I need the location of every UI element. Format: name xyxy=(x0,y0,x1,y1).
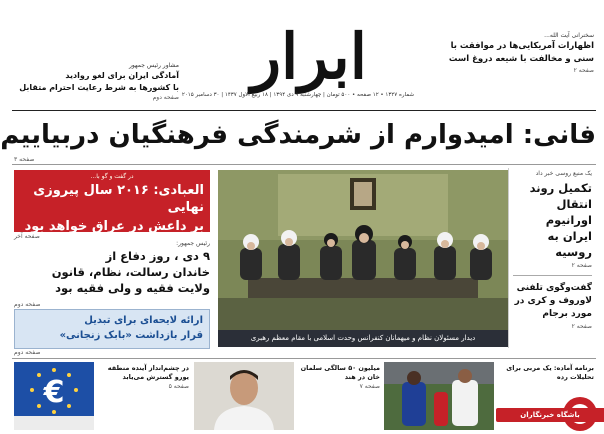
meeting-photo-icon xyxy=(218,170,508,330)
lead-photo[interactable] xyxy=(218,170,508,347)
abrar-logo-icon xyxy=(224,20,394,92)
teaser-headline-line1: آمادگی ایران برای لغو روادید xyxy=(65,71,179,80)
divider xyxy=(12,358,596,359)
teaser-headline-line2: با کشورها به شرط رعایت احترام متقابل xyxy=(19,83,179,92)
left-story-kicker: رئیس جمهور: xyxy=(176,240,210,247)
teaser-headline-line2: سنی و مخالفت با شیعه دروغ است xyxy=(448,54,594,64)
bottom-story1-page-ref: صفحه ۵ xyxy=(168,383,189,390)
red-box-kicker: در گفت و گو با... xyxy=(90,173,134,180)
main-headline-page-ref: صفحه ۳ xyxy=(14,156,35,163)
left-story-line2: خاندان رسالت، نظام، قانون xyxy=(51,265,210,279)
divider xyxy=(12,164,596,165)
dateline: شماره ۱۳۲۷ • ۱۲ صفحه • ۵۰۰ تومان | چهارشنبه ۹ دی ۱۳۹۴ | ۱۸ ربیع الاول ۱۴۳۷ | ۳۰ دسامبر ۲۰۱۵ xyxy=(181,92,414,98)
masthead-right-teaser[interactable] xyxy=(444,32,594,74)
bottom-story1-text: در چشم‌انداز آینده منطقه یورو گسترش می‌یابد xyxy=(107,364,189,381)
teaser-kicker: مشاور رئیس جمهور xyxy=(129,62,179,69)
newspaper-logo xyxy=(224,20,394,92)
euro-thumbnail[interactable] xyxy=(14,362,94,430)
blue-box-line1: ارائه لایحه‌ای برای تبدیل xyxy=(84,315,203,326)
right-story-page-ref: صفحه ۲ xyxy=(571,262,592,269)
red-headline-box[interactable] xyxy=(14,170,210,232)
blue-box-line2: قرار بازداشت «بابک زنجانی» xyxy=(59,330,203,341)
bottom-story2-text: میلیون ۵۰ سالگی سلمان خان در هند xyxy=(300,364,380,381)
portrait-icon xyxy=(194,362,294,430)
soccer-players-icon xyxy=(384,362,494,430)
euro-icon xyxy=(14,362,94,430)
right-story2-headline[interactable]: گفت‌وگوی تلفنی لاوروف و کری در مورد برجام xyxy=(514,283,592,319)
bottom-story1[interactable] xyxy=(99,364,189,391)
masthead xyxy=(4,0,604,112)
right-story2-page-ref: صفحه ۲ xyxy=(571,323,592,330)
right-news-column xyxy=(508,168,596,348)
red-box-headline-line1: العبادی: ۲۰۱۶ سال پیروزی نهایی xyxy=(33,183,204,215)
badge-label: باشگاه خبرنگاران xyxy=(496,408,604,422)
red-box-headline-line2: بر داعش در عراق خواهد بود xyxy=(24,219,204,234)
main-headline[interactable]: فانی: امیدوارم از شرمندگی فرهنگیان دربیاییم xyxy=(0,120,596,150)
left-story-line3: ولایت فقیه و ولی فقیه بود xyxy=(55,281,210,295)
teaser-page-ref: صفحه دوم xyxy=(152,94,179,101)
bottom-story3[interactable]: برنامه آماده: یک مربی برای تحلیلات رده xyxy=(506,364,594,381)
teaser-kicker: سخنرانی آیت الله... xyxy=(544,32,594,39)
teaser-headline-line1: اظهارات آمریکایی‌ها در موافقت با xyxy=(450,41,594,51)
bottom-story2[interactable] xyxy=(300,364,380,391)
svg-text:€: € xyxy=(43,375,65,410)
svg-text:ابرار: ابرار xyxy=(251,20,367,93)
actor-thumbnail[interactable] xyxy=(194,362,294,430)
blue-box-page-ref: صفحه دوم xyxy=(14,349,41,356)
right-story-kicker: یک منبع روسی خبر داد xyxy=(535,170,592,177)
photo-caption: دیدار مسئولان نظام و میهمانان کنفرانس وحدت اسلامی با مقام معظم رهبری xyxy=(218,330,508,347)
teaser-page-ref: صفحه ۲ xyxy=(573,67,594,74)
divider xyxy=(12,110,596,111)
soccer-thumbnail[interactable] xyxy=(384,362,494,430)
divider xyxy=(513,275,592,276)
red-box-page-ref: صفحه آخر xyxy=(14,233,40,240)
bottom-story2-page-ref: صفحه ۷ xyxy=(359,383,380,390)
right-story-headline[interactable]: تکمیل روند انتقال اورانیوم ایران به روسیه xyxy=(529,181,592,259)
left-story-page-ref: صفحه دوم xyxy=(14,301,41,308)
left-story[interactable] xyxy=(14,240,210,295)
left-story-line1: ۹ دی ، روز دفاع از xyxy=(105,249,210,263)
masthead-left-teaser[interactable] xyxy=(14,62,179,101)
blue-headline-box[interactable] xyxy=(14,309,210,349)
